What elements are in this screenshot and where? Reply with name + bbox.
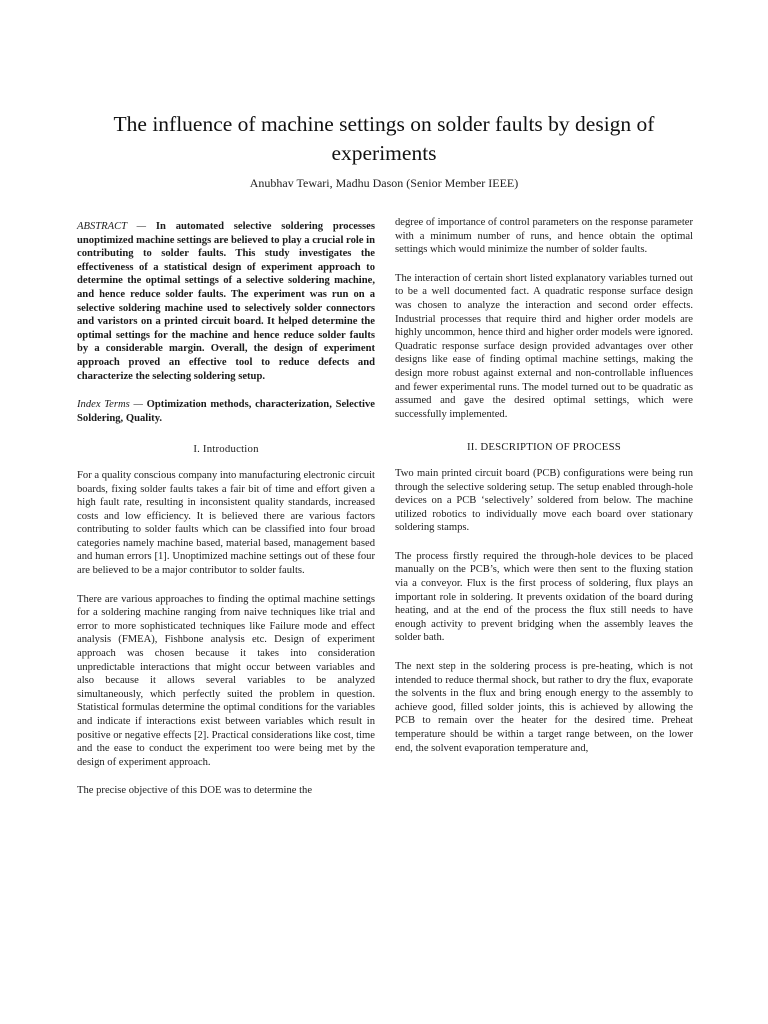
paper-authors: Anubhav Tewari, Madhu Dason (Senior Member IEEE) <box>249 176 519 190</box>
index-terms-label: Index Terms — <box>77 399 143 411</box>
abstract-text: In automated selective soldering processes unoptimized machine settings are believed to play a crucial role in contributing to solder faults. This study investigates the effectiveness of a statistical design of experiment approach to determine the optimal settings of a selective soldering machine, and hence reduce solder faults. The experiment was run on a selective soldering machine used to selectively solder connectors and varistors on a printed circuit board. It helped determine the optimal settings for the machine and hence reduce solder faults by a considerable margin. Overall, the design of experiment approach proved an effective tool to reduce defects and characterize the selecting soldering setup. <box>77 221 375 382</box>
right-column <box>395 216 693 770</box>
process-paragraph-1: Two main printed circuit board (PCB) configurations were being run through the selective soldering setup. The setup enabled through-hole devices on a PCB ‘selectively’ soldered from below. The machine utilized robotics to individually move each board over stationary soldering stamps. <box>395 467 693 534</box>
intro-paragraph-1: For a quality conscious company into manufacturing electronic circuit boards, fixing solder faults takes a fair bit of time and effort given a high fault rate, resulting in inconsistent quality standards, increased costs and low efficiency. It is believed there are various factors contributing to solder faults which can be classified into four broad categories namely machine based, material based, management based and human errors [1]. Unoptimized machine settings out of these four are believed to be a major contributor to solder faults. <box>77 469 375 577</box>
intro-paragraph-2: There are various approaches to finding the optimal machine settings for a soldering machine ranging from naive techniques like trial and error to more sophisticated techniques like Failure mode and effect analysis (FMEA), Fishbone analysis etc. Design of experiment approach was chosen because it takes into consideration unpredictable interactions that might occur between variables and also because it allows several variables to be analyzed simultaneously, which perfectly suited the problem in question. Statistical formulas determine the optimal conditions for the variables and indicate if interactions exist between variables which result in positive or negative effects [2]. Practical considerations like cost, time and the ease to conduct the experiment too were being met by the design of experiment approach. <box>77 593 375 768</box>
section-heading-description: II. DESCRIPTION OF PROCESS <box>467 441 621 454</box>
section-heading-introduction: I. Introduction <box>193 443 259 456</box>
index-terms <box>77 398 375 425</box>
paper-title: The influence of machine settings on solder faults by design of experiments <box>113 112 655 165</box>
left-column <box>77 220 375 813</box>
process-paragraph-2: The process firstly required the through-hole devices to be placed manually on the PCB’s, which were then sent to the fluxing station via a conveyor. Flux is the first process of soldering, flux plays an important role in soldering. It prevents oxidation of the board during heating, and at the end of the process the flux still needs to have enough activity to prevent bridging when the assembly leaves the solder bath. <box>395 550 693 644</box>
abstract-label: ABSTRACT — <box>77 221 147 232</box>
interaction-paragraph: The interaction of certain short listed explanatory variables turned out to be a well documented fact. A quadratic response surface design was chosen to analyze the interaction and second order effects. Industrial processes that require third and higher order models are highly uncommon, hence third and higher order models were ignored. Quadratic response surface design provided advantages over other designs like ease of finding optimal machine settings, making the design more robust against external and non-controllable influences and fewer experimental runs. The model turned out to be quadratic as assumed and gave the desired optimal settings, which were successfully implemented. <box>395 272 693 420</box>
process-paragraph-3: The next step in the soldering process is pre-heating, which is not intended to reduce thermal shock, but rather to dry the flux, evaporate the solvents in the flux and bring enough energy to the assembly to achieve good, filled solder joints, this is achieved by allowing the PCB to remain over the heater for the desired time. Preheat temperature should be within a target range between, on the lower end, the solvent evaporation temperature and, <box>395 661 693 754</box>
intro-paragraph-3: The precise objective of this DOE was to determine the <box>77 785 313 797</box>
objective-paragraph: degree of importance of control parameters on the response parameter with a minimum number of runs, and hence obtain the optimal settings which would minimize the number of solder faults. <box>395 217 693 256</box>
abstract <box>77 220 375 383</box>
index-terms-text: Optimization methods, characterization, Selective Soldering, Quality. <box>77 399 375 424</box>
